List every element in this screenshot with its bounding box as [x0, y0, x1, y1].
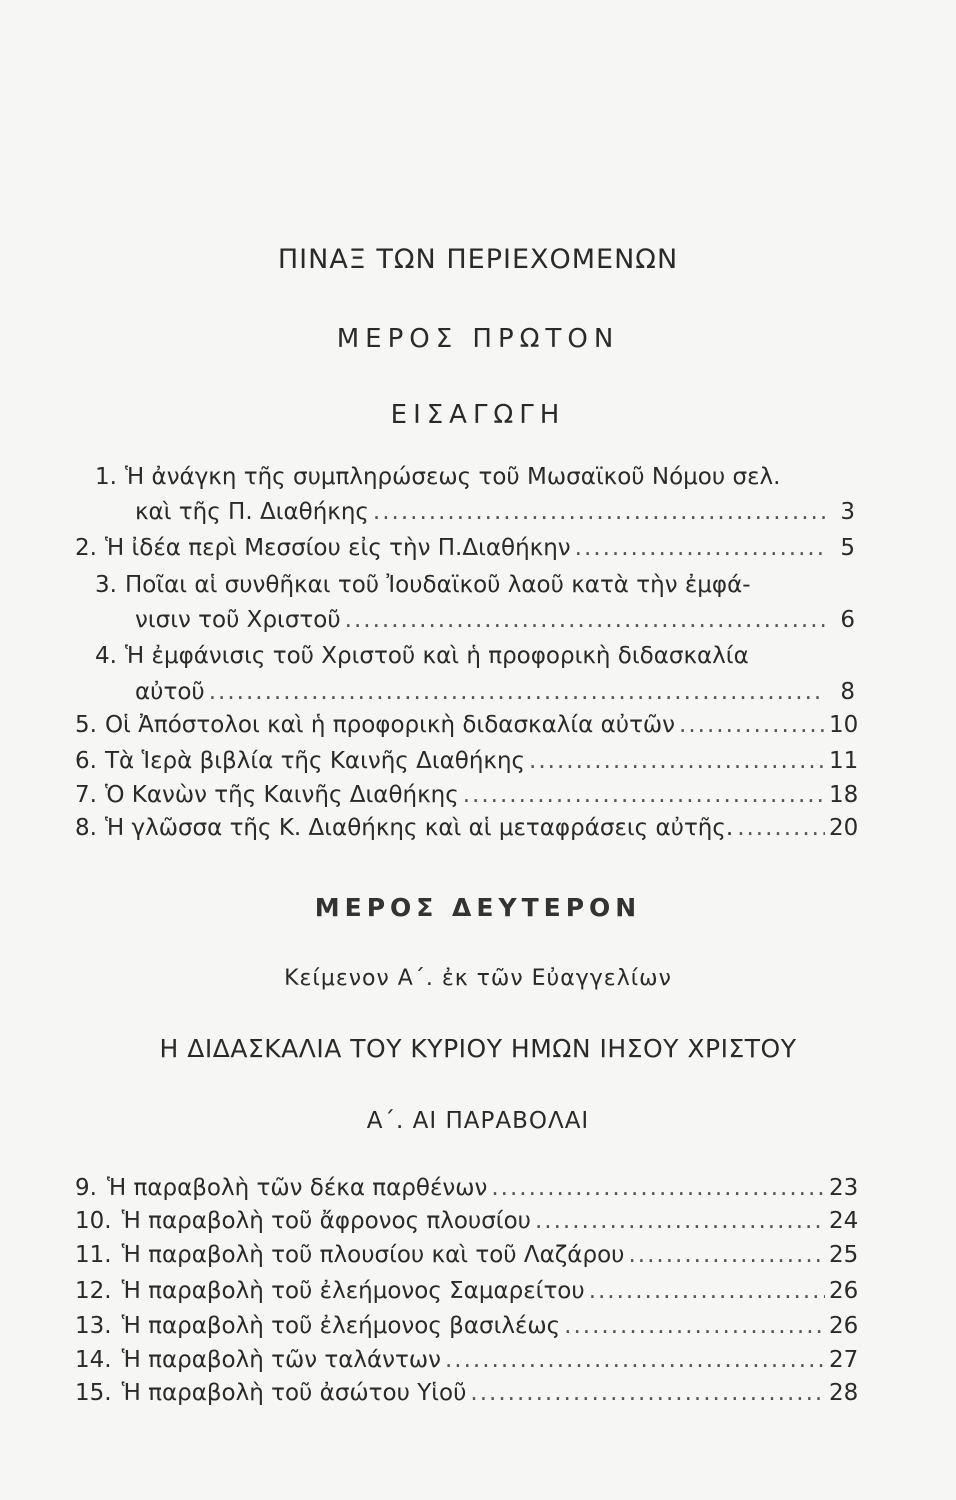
- toc-entry: [75, 1175, 859, 1201]
- leader-dots: [589, 1278, 825, 1304]
- entry-title: Ἡ παραβολὴ τοῦ πλουσίου καὶ τοῦ Λαζάρου: [121, 1242, 625, 1268]
- toc-entry: [75, 815, 859, 841]
- entry-page: 27: [829, 1347, 859, 1373]
- entry-number: 3.: [95, 572, 117, 598]
- entry-page: 3: [840, 499, 855, 525]
- entry-title: Ἡ παραβολὴ τοῦ ἐλεήμονος Σαμαρείτου: [121, 1278, 585, 1304]
- toc-entry-continuation: [135, 679, 855, 705]
- entry-number: 7.: [75, 782, 97, 808]
- entry-page: 23: [829, 1175, 859, 1201]
- entry-number: 11.: [75, 1242, 112, 1268]
- entry-title: Ἡ παραβολὴ τοῦ ἐλεήμονος βασιλέως: [121, 1313, 561, 1339]
- toc-entry: [75, 572, 855, 598]
- entry-page: 20: [829, 815, 859, 841]
- section-title: Η ΔΙΔΑΣΚΑΛΙΑ ΤΟΥ ΚΥΡΙΟΥ ΗΜΩΝ ΙΗΣΟΥ ΧΡΙΣΤΟΥ: [159, 1034, 797, 1063]
- leader-dots: [463, 782, 825, 808]
- entry-title-cont: αὐτοῦ: [135, 679, 205, 705]
- toc-entry: [75, 712, 859, 738]
- entry-number: 9.: [75, 1175, 97, 1201]
- leader-dots: [535, 1208, 825, 1234]
- entry-title: Τὰ Ἱερὰ βιβλία τῆς Καινῆς Διαθήκης: [104, 748, 526, 774]
- page-title: ΠΙΝΑΞ ΤΩΝ ΠΕΡΙΕΧΟΜΕΝΩΝ: [277, 244, 679, 275]
- toc-entry-continuation: [135, 499, 855, 525]
- entry-number: 6.: [75, 748, 97, 774]
- entry-page: 26: [829, 1313, 859, 1339]
- entry-title: Ἡ ἰδέα περὶ Μεσσίου εἰς τὴν Π.Διαθήκην: [104, 535, 571, 561]
- entry-number: 4.: [95, 643, 117, 669]
- leader-dots: [345, 607, 825, 633]
- leader-dots: [491, 1175, 825, 1201]
- entry-title: Ποῖαι αἱ συνθῆκαι τοῦ Ἰουδαϊκοῦ λαοῦ κατὰ τὴν ἐμφά-: [125, 572, 751, 598]
- toc-entry: [75, 464, 855, 490]
- toc-entry: [75, 1380, 859, 1406]
- parables-heading: Α΄. ΑΙ ΠΑΡΑΒΟΛΑΙ: [366, 1108, 590, 1134]
- entry-page: 10: [829, 712, 859, 738]
- entry-title-cont: νισιν τοῦ Χριστοῦ: [135, 607, 341, 633]
- entry-page: 18: [829, 782, 859, 808]
- leader-dots: [679, 712, 825, 738]
- part-two-heading: ΜΕΡΟΣ ΔΕΥΤΕΡΟΝ: [314, 893, 642, 922]
- entry-title: Ἡ ἐμφάνισις τοῦ Χριστοῦ καὶ ἡ προφορικὴ διδασκαλία: [125, 643, 749, 669]
- entry-title-cont: καὶ τῆς Π. Διαθήκης: [135, 499, 369, 525]
- entry-page: 8: [840, 679, 855, 705]
- entry-title: Ἡ παραβολὴ τῶν δέκα παρθένων: [106, 1175, 488, 1201]
- entry-number: 5.: [75, 712, 97, 738]
- entry-page: 26: [829, 1278, 859, 1304]
- toc-entry: [75, 643, 855, 669]
- entry-page: 28: [829, 1380, 859, 1406]
- entry-number: 8.: [75, 815, 97, 841]
- toc-entry-continuation: [135, 607, 855, 633]
- entry-number: 15.: [75, 1380, 112, 1406]
- toc-entry: [75, 1313, 859, 1339]
- text-subtitle: Κείμενον Α΄. ἐκ τῶν Εὐαγγελίων: [284, 966, 672, 991]
- entry-number: 1.: [95, 464, 117, 490]
- leader-dots: [445, 1347, 825, 1373]
- entry-title: Ἡ παραβολὴ τοῦ ἀσώτου Υἱοῦ: [121, 1380, 467, 1406]
- entry-title: Ἡ ἀνάγκη τῆς συμπληρώσεως τοῦ Μωσαϊκοῦ Νόμου σελ.: [125, 464, 781, 490]
- entry-number: 10.: [75, 1208, 112, 1234]
- entry-title: Ἡ παραβολὴ τῶν ταλάντων: [121, 1347, 441, 1373]
- toc-entry: [75, 1242, 859, 1268]
- toc-entry: [75, 748, 859, 774]
- toc-entry: [75, 1208, 859, 1234]
- toc-entry: [75, 1278, 859, 1304]
- leader-dots: [529, 748, 825, 774]
- entry-page: 24: [829, 1208, 859, 1234]
- toc-entry: [75, 1347, 859, 1373]
- entry-number: 12.: [75, 1278, 112, 1304]
- part-one-heading: ΜΕΡΟΣ ΠΡΩΤΟΝ: [336, 324, 620, 354]
- leader-dots: [209, 679, 825, 705]
- entry-page: 6: [840, 607, 855, 633]
- toc-entry: [75, 782, 859, 808]
- entry-page: 11: [829, 748, 859, 774]
- entry-number: 2.: [75, 535, 97, 561]
- leader-dots: [470, 1380, 825, 1406]
- leader-dots: [628, 1242, 825, 1268]
- leader-dots: [575, 535, 825, 561]
- entry-title: Ὁ Κανὼν τῆς Καινῆς Διαθήκης: [104, 782, 459, 808]
- leader-dots: [373, 499, 825, 525]
- entry-title: Ἡ γλῶσσα τῆς Κ. Διαθήκης καὶ αἱ μεταφράσεις αὐτῆς.: [104, 815, 734, 841]
- leader-dots: [564, 1313, 825, 1339]
- introduction-heading: ΕΙΣΑΓΩΓΗ: [390, 400, 566, 430]
- entry-page: 5: [840, 535, 855, 561]
- leader-dots: [737, 815, 825, 841]
- entry-number: 14.: [75, 1347, 112, 1373]
- entry-number: 13.: [75, 1313, 112, 1339]
- entry-title: Οἱ Ἀπόστολοι καὶ ἡ προφορικὴ διδασκαλία αὐτῶν: [104, 712, 676, 738]
- entry-title: Ἡ παραβολὴ τοῦ ἄφρονος πλουσίου: [121, 1208, 531, 1234]
- entry-page: 25: [829, 1242, 859, 1268]
- toc-entry: [75, 535, 855, 561]
